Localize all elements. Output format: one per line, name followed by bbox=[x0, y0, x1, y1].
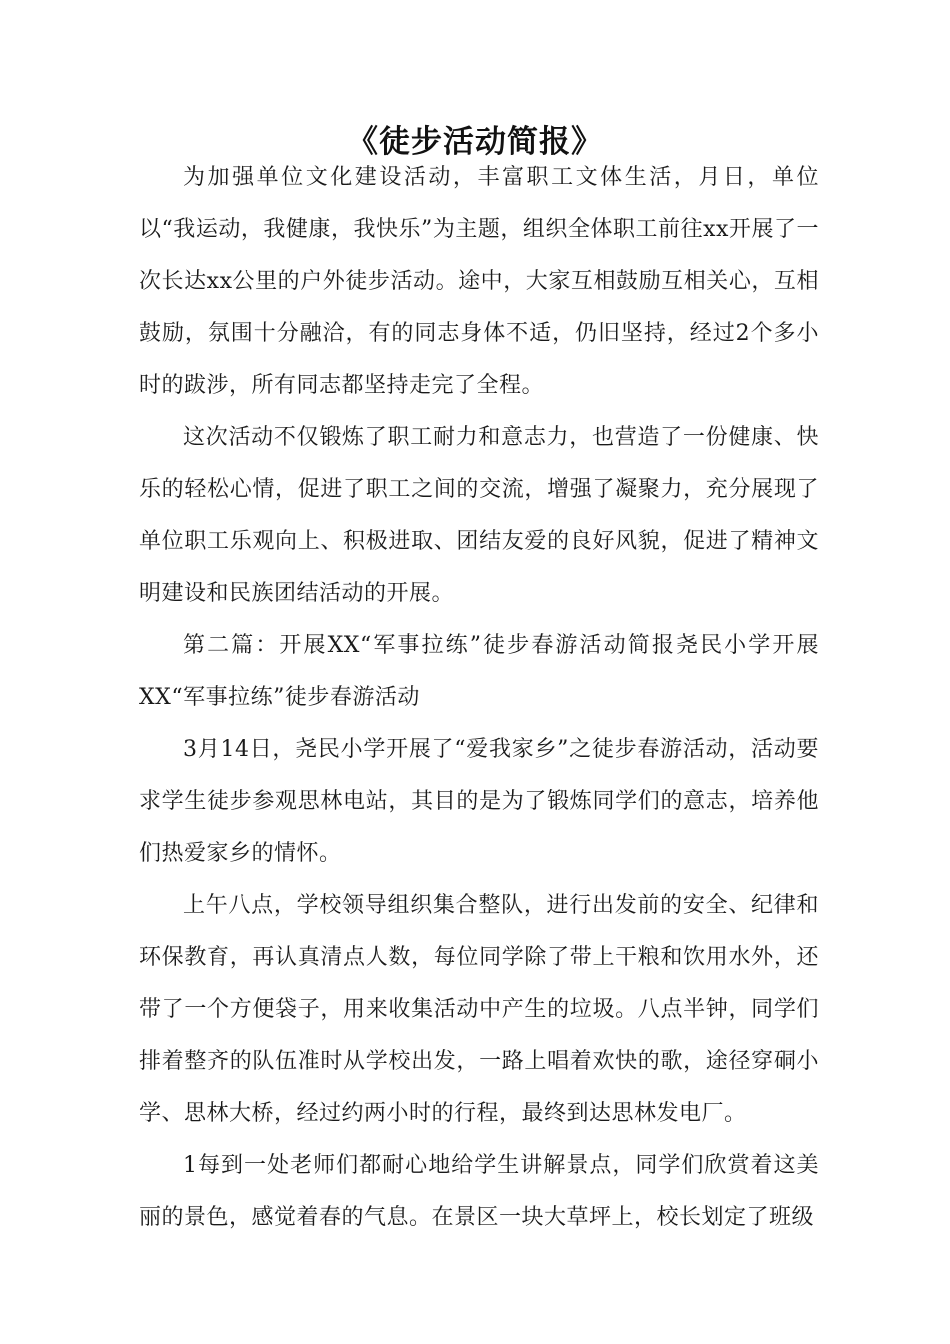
paragraph-6: 1每到一处老师们都耐心地给学生讲解景点，同学们欣赏着这美丽的景色，感觉着春的气息。在景区一块大草坪上，校长划定了班级 bbox=[139, 1153, 819, 1230]
document-title: 《徒步活动简报》 bbox=[347, 123, 603, 160]
paragraph-1: 为加强单位文化建设活动，丰富职工文体生活，月日，单位以“我运动，我健康，我快乐”为主题，组织全体职工前往xx开展了一次长达xx公里的户外徒步活动。途中，大家互相鼓励互相关心，互相鼓励，氛围十分融洽，有的同志身体不适，仍旧坚持，经过2个多小时的跋涉，所有同志都坚持走完了全程。 bbox=[139, 165, 819, 398]
paragraph-4: 3月14日，尧民小学开展了“爱我家乡”之徒步春游活动，活动要求学生徒步参观思林电站，其目的是为了锻炼同学们的意志，培养他们热爱家乡的情怀。 bbox=[139, 737, 819, 866]
paragraph-5: 上午八点，学校领导组织集合整队，进行出发前的安全、纪律和环保教育，再认真清点人数，每位同学除了带上干粮和饮用水外，还带了一个方便袋子，用来收集活动中产生的垃圾。八点半钟，同学们排着整齐的队伍准时从学校出发，一路上唱着欢快的歌，途径穿硐小学、思林大桥，经过约两小时的行程，最终到达思林发电厂。 bbox=[139, 893, 819, 1126]
paragraph-2: 这次活动不仅锻炼了职工耐力和意志力，也营造了一份健康、快乐的轻松心情，促进了职工之间的交流，增强了凝聚力，充分展现了单位职工乐观向上、积极进取、团结友爱的良好风貌，促进了精神文明建设和民族团结活动的开展。 bbox=[139, 425, 819, 606]
document-body bbox=[139, 152, 819, 1244]
paragraph-3: 第二篇：开展XX“军事拉练”徒步春游活动简报尧民小学开展XX“军事拉练”徒步春游活动 bbox=[139, 633, 819, 710]
